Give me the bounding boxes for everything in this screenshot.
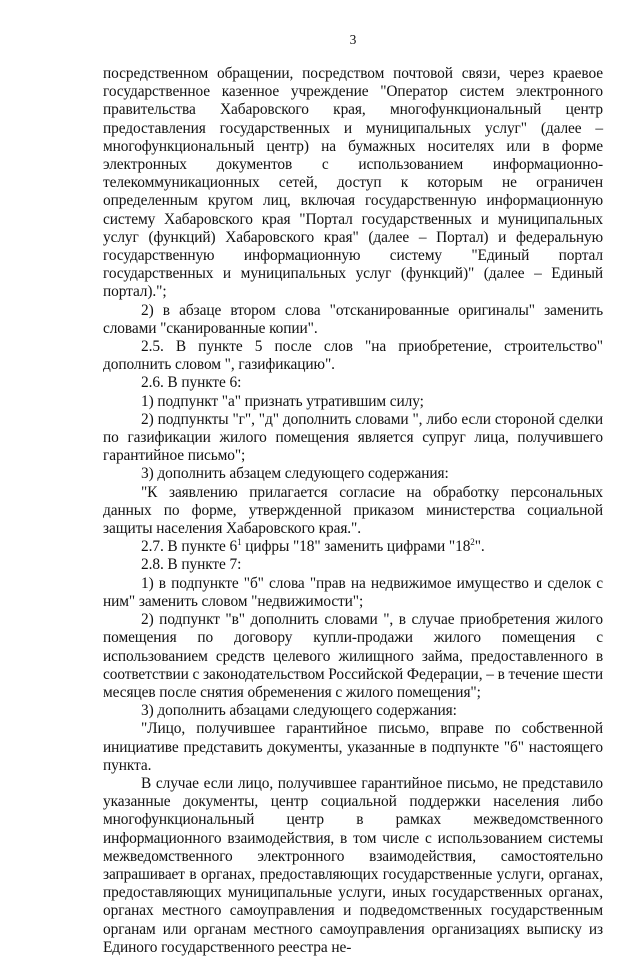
- paragraph-2-6-item-1: 1) подпункт "а" признать утратившим силу;: [141, 392, 424, 410]
- paragraph-scan-copies: 2) в абзаце втором слова "отсканированные оригиналы" заменить словами "сканированные копии".: [103, 301, 603, 337]
- paragraph-2-7: [103, 538, 603, 556]
- superscript-2: 2: [470, 537, 475, 548]
- paragraph-continuation: посредственном обращении, посредством почтовой связи, через краевое государственное казенное учреждение "Оператор систем электронного правительства Хабаровского края, многофункциональный центр предоставления государственных и муниципальных услуг" (далее – многофункциональный центр) на бумажных носителях или в форме электронных документов с использованием информационно-телекоммуникационных сетей, доступ к которым не ограничен определенным кругом лиц, включая государственную информационную систему Хабаровского края "Портал государственных и муниципальных услуг (функций) Хабаровского края" (далее – Портал) и федеральную государственную информационную систему "Единый портал государственных и муниципальных услуг (функций)" (далее – Единый портал).";: [103, 65, 603, 301]
- paragraph-2-8-item-3: 3) дополнить абзацами следующего содержания:: [141, 702, 457, 720]
- paragraph-2-8-item-1: 1) в подпункте "б" слова "прав на недвижимое имущество и сделок с ним" заменить словом "недвижимости";: [103, 574, 603, 610]
- paragraph-2-8: 2.8. В пункте 7:: [141, 556, 242, 574]
- paragraph-2-7-before: 2.7. В пункте 6: [141, 538, 238, 556]
- paragraph-2-7-after: ".: [474, 538, 485, 556]
- paragraph-interagency-request: В случае если лицо, получившее гарантийное письмо, не представило указанные документы, центр социальной поддержки населения либо многофункциональный центр в рамках межведомственного информационного взаимодействия, в том числе с использованием системы межведомственного электронного взаимодействия, самостоятельно запрашивает в органах, предоставляющих государственные услуги, органах, предоставляющих муниципальные услуги, иных государственных органах, органах местного самоуправления и подведомственных государственным органам или органам местного самоуправления организациях выписку из Единого государственного реестра не-: [103, 774, 603, 956]
- paragraph-2-7-middle: цифры "18" заменить цифрами "18: [241, 538, 471, 556]
- document-body: [103, 65, 603, 957]
- paragraph-guarantee-letter: "Лицо, получившее гарантийное письмо, вправе по собственной инициативе представить документы, указанные в подпункте "б" настоящего пункта.: [103, 720, 603, 774]
- paragraph-2-6: 2.6. В пункте 6:: [141, 374, 242, 392]
- paragraph-2-6-item-3: 3) дополнить абзацем следующего содержания:: [141, 465, 449, 483]
- paragraph-2-8-item-2: 2) подпункт "в" дополнить словами ", в случае приобретения жилого помещения по договору купли-продажи жилого помещения с использованием средств целевого жилищного займа, предоставленного в соответствии с законодательством Российской Федерации, – в течение шести месяцев после снятия обременения с жилого помещения";: [103, 611, 603, 701]
- paragraph-2-5: 2.5. В пункте 5 после слов "на приобретение, строительство" дополнить словом ", газификацию".: [103, 338, 603, 374]
- page-number: 3: [349, 32, 357, 47]
- paragraph-2-6-item-2: 2) подпункты "г", "д" дополнить словами ", либо если стороной сделки по газификации жилого помещения является супруг лица, получившего гарантийное письмо";: [103, 410, 603, 465]
- superscript-1: 1: [237, 537, 242, 548]
- paragraph-consent-quote: "К заявлению прилагается согласие на обработку персональных данных по форме, утвержденной приказом министерства социальной защиты населения Хабаровского края.".: [103, 483, 603, 538]
